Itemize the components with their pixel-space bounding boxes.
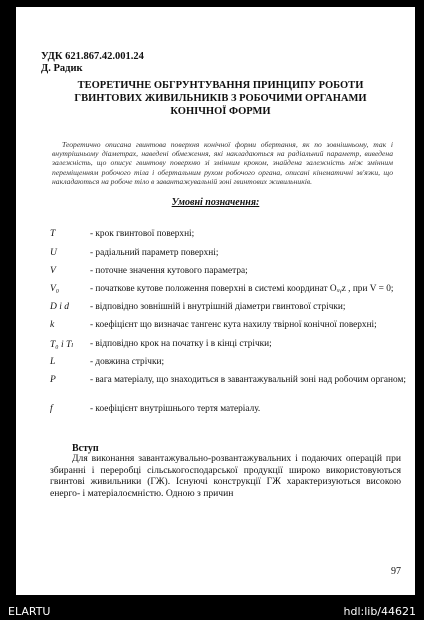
udc-code: УДК 621.867.42.001.24: [41, 51, 144, 62]
symbol-description: - вага матеріалу, що знаходиться в завантажувальній зоні над робочим органом;: [90, 375, 406, 385]
symbol-term: f: [50, 404, 53, 414]
symbol-description: - коефіцієнт що визначає тангенс кута нахилу твірної конічної поверхні;: [90, 320, 377, 330]
symbol-term: T₀ і Tₗ: [50, 340, 74, 350]
intro-text: Для виконання завантажувально-розвантажувальних і подаючих операцій при збиранні і переробці сільськогосподарської продукції широко використовуються гвинтові живильники (ГЖ). Існуючі конструкції ГЖ характеризуються високою енерго- і матеріалоємністю. Одною з причин: [50, 453, 401, 499]
symbols-heading: Умовні позначення:: [171, 197, 260, 208]
symbol-description: - довжина стрічки;: [90, 357, 165, 367]
footer-repository-name: ELARTU: [8, 605, 51, 618]
abstract: Теоретично описана гвинтова поверхня конічної форми обертання, як по зовнішньому, так і внутрішньому діаметрах, наведені обмеження, які накладаються на радіальний параметр, виведена залежність, що описує гвинтову поверхню зі змінним кроком, знайдена залежність між змінним переміщенням робочого тіла і обертальним рухом робочого органа, описані кінематичні зв'язки, що накладаються на робоче тіло в завантажувальній зоні гвинтових живильників.: [52, 140, 393, 186]
author-name: Д. Радик: [41, 63, 83, 74]
symbol-description: - відповідно зовнішній і внутрішній діаметри гвинтової стрічки;: [90, 302, 346, 312]
symbol-term: P: [50, 375, 56, 385]
page-number: 97: [391, 566, 401, 577]
symbol-term: V: [50, 266, 56, 276]
footer-handle: hdl:lib/44621: [343, 605, 416, 618]
symbol-term: V₀: [50, 284, 60, 294]
paper-page: [16, 7, 415, 595]
symbol-term: T: [50, 229, 56, 239]
symbol-description: - крок гвинтової поверхні;: [90, 229, 195, 239]
symbol-term: k: [50, 320, 55, 330]
article-title: ТЕОРЕТИЧНЕ ОБГРУНТУВАННЯ ПРИНЦИПУ РОБОТИ ГВИНТОВИХ ЖИВИЛЬНИКІВ З РОБОЧИМИ ОРГАНАМИ КОНІЧНОЇ ФОРМИ: [74, 80, 367, 117]
symbol-description: - відповідно крок на початку і в кінці стрічки;: [90, 339, 272, 349]
intro-heading: Вступ: [72, 443, 99, 454]
symbol-description: - початкове кутове положення поверхні в системі координат Oₓᵧz , при V = 0;: [90, 284, 394, 294]
symbol-description: - поточне значення кутового параметра;: [90, 266, 248, 276]
symbol-description: - радіальний параметр поверхні;: [90, 248, 219, 258]
symbol-description: - коефіцієнт внутрішнього тертя матеріалу.: [90, 404, 261, 414]
symbol-term: L: [50, 357, 56, 367]
symbol-term: U: [50, 248, 57, 258]
symbol-term: D і d: [50, 302, 69, 312]
